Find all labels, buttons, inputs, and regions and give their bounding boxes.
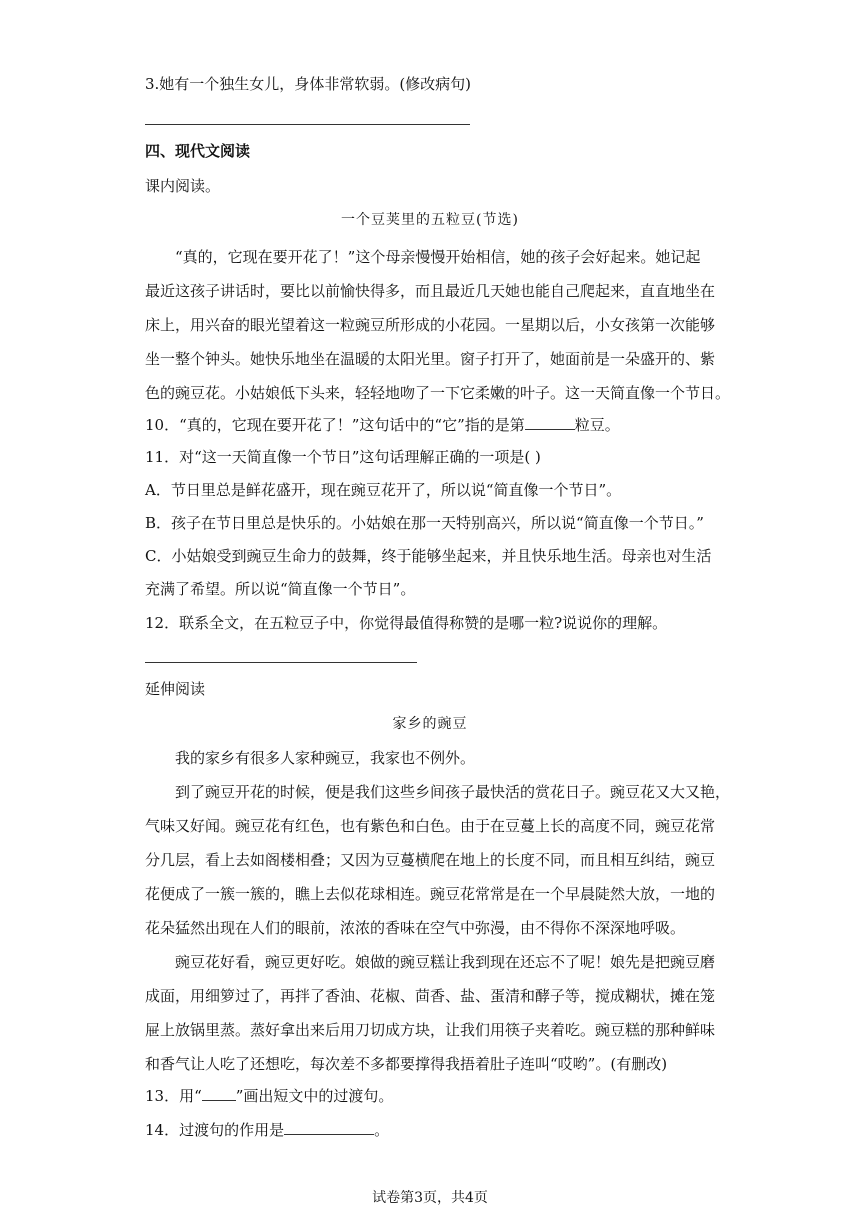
passage-1-line: “真的，它现在要开花了！”这个母亲慢慢开始相信，她的孩子会好起来。她记起 — [175, 248, 701, 266]
answer-line-q3 — [145, 124, 470, 125]
question-12: 12．联系全文，在五粒豆子中，你觉得最值得称赞的是哪一粒?说说你的理解。 — [145, 614, 668, 632]
option-c-line-1: C．小姑娘受到豌豆生命力的鼓舞，终于能够坐起来，并且快乐地生活。母亲也对生活 — [145, 547, 712, 565]
page-footer: 试卷第3页，共4页 — [372, 1190, 488, 1206]
passage-2-line: 气味又好闻。豌豆花有红色，也有紫色和白色。由于在豆蔓上长的高度不同，豌豆花常 — [145, 817, 716, 835]
passage-2-line: 屉上放锅里蒸。蒸好拿出来后用刀切成方块，让我们用筷子夹着吃。豌豆糕的那种鲜味 — [145, 1021, 716, 1039]
passage-1-line: 最近这孩子讲话时，要比以前愉快得多，而且最近几天她也能自己爬起来，直直地坐在 — [145, 282, 716, 300]
passage-2-title: 家乡的豌豆 — [392, 716, 468, 732]
passage-2-line: 豌豆花好看，豌豆更好吃。娘做的豌豆糕让我到现在还忘不了呢！娘先是把豌豆磨 — [175, 953, 716, 971]
section-4-title: 四、现代文阅读 — [145, 142, 251, 160]
question-10-prefix: 10．“真的，它现在要开花了！”这句话中的“它”指的是第 — [145, 416, 525, 434]
question-11-stem: 11．对“这一天简直像一个节日”这句话理解正确的一项是( ) — [145, 448, 541, 466]
in-class-reading-label: 课内阅读。 — [145, 177, 221, 195]
extended-reading-label: 延伸阅读 — [145, 680, 206, 698]
passage-1-line: 坐一整个钟头。她快乐地坐在温暖的太阳光里。窗子打开了，她面前是一朵盛开的、紫 — [145, 350, 716, 368]
passage-1-line: 色的豌豆花。小姑娘低下头来，轻轻地吻了一下它柔嫩的叶子。这一天简直像一个节日。 — [145, 384, 731, 402]
passage-2-line: 到了豌豆开花的时候，便是我们这些乡间孩子最快活的赏花日子。豌豆花又大又艳， — [175, 783, 731, 801]
passage-2-line: 成面，用细箩过了，再拌了香油、花椒、茴香、盐、蛋清和酵子等，搅成糊状，摊在笼 — [145, 987, 716, 1005]
question-14 — [145, 1119, 725, 1141]
question-10 — [145, 414, 725, 436]
question-13-prefix: 13．用“ — [145, 1087, 202, 1105]
passage-2-line: 和香气让人吃了还想吃，每次差不多都要撑得我捂着肚子连叫“哎哟”。(有删改) — [145, 1055, 668, 1073]
passage-2-line: 分几层，看上去如阁楼相叠；又因为豆蔓横爬在地上的长度不同，而且相互纠结，豌豆 — [145, 851, 716, 869]
question-14-prefix: 14．过渡句的作用是 — [145, 1121, 285, 1139]
question-14-blank[interactable] — [284, 1134, 374, 1135]
question-13-suffix: ”画出短文中的过渡句。 — [235, 1087, 394, 1105]
question-14-suffix: 。 — [374, 1121, 390, 1139]
option-a: A．节日里总是鲜花盛开，现在豌豆花开了，所以说“简直像一个节日”。 — [145, 481, 622, 499]
passage-2-line: 花朵猛然出现在人们的眼前，浓浓的香味在空气中弥漫，由不得你不深深地呼吸。 — [145, 919, 686, 937]
passage-1-line: 床上，用兴奋的眼光望着这一粒豌豆所形成的小花园。一星期以后，小女孩第一次能够 — [145, 316, 716, 334]
passage-2-line: 花便成了一簇一簇的，瞧上去似花球相连。豌豆花常常是在一个早晨陡然大放，一地的 — [145, 885, 716, 903]
option-b: B．孩子在节日里总是快乐的。小姑娘在那一天特别高兴，所以说“简直像一个节日。” — [145, 514, 704, 532]
passage-1-title: 一个豆荚里的五粒豆(节选) — [341, 212, 519, 228]
question-13-blank[interactable] — [202, 1100, 236, 1101]
question-13 — [145, 1085, 725, 1107]
option-c-line-2: 充满了希望。所以说“简直像一个节日”。 — [145, 580, 416, 598]
answer-line-q12 — [145, 662, 417, 663]
question-10-suffix: 粒豆。 — [574, 416, 620, 434]
question-3-text: 3.她有一个独生女儿，身体非常软弱。(修改病句) — [145, 75, 472, 93]
passage-2-paragraph-1: 我的家乡有很多人家种豌豆，我家也不例外。 — [175, 749, 476, 767]
question-10-blank[interactable] — [525, 429, 575, 430]
